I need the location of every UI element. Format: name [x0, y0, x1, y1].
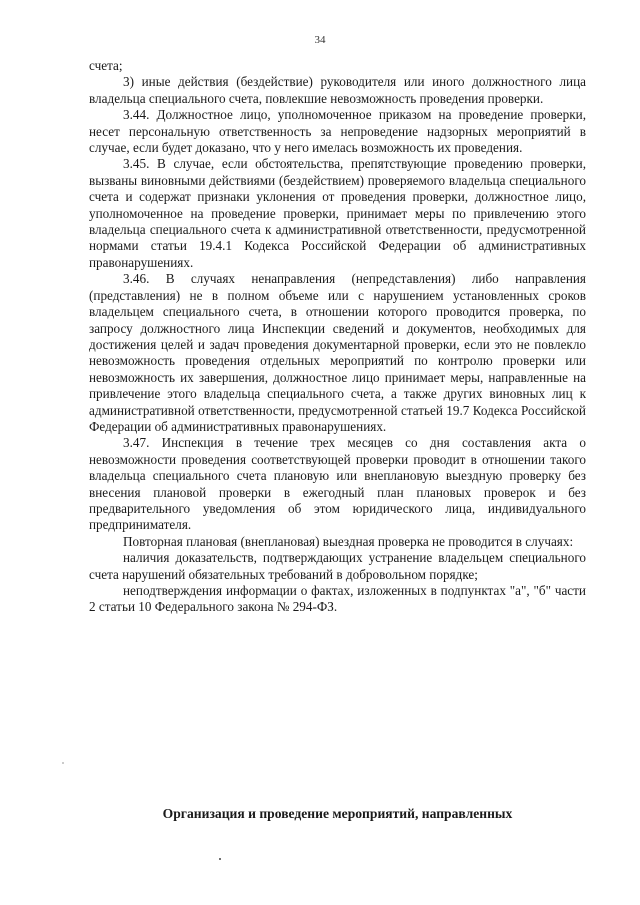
paragraph-3-46: 3.46. В случаях ненаправления (непредставления) либо направления (представления) не в полном объеме или с нарушением установленных сроков владельцем специального счета, в отношении которого проводится проверка, по запросу должностного лица Инспекции сведений и документов, необходимых для достижения целей и задач проведения документарной проверки, если это не повлекло невозможность проведения отдельных мероприятий по контролю проверки или невозможность их завершения, должностное лицо принимает меры, направленные на привлечение этого владельца специального счета, а также других виновных лиц к административной ответственности, предусмотренной статьей 19.7 Кодекса Российской Федерации об административных правонарушениях.	[89, 271, 586, 434]
paragraph-case-evidence: наличия доказательств, подтверждающих устранение владельцем специального счета нарушений обязательных требований в добровольном порядке;	[89, 550, 586, 582]
paragraph-case-nonconfirmation: неподтверждения информации о фактах, изложенных в подпунктах "а", "б" части 2 статьи 10 Федерального закона № 294-ФЗ.	[89, 583, 586, 615]
scan-speck-mark	[62, 762, 64, 764]
paragraph-item-3: 3) иные действия (бездействие) руководителя или иного должностного лица владельца специального счета, повлекшие невозможность проведения проверки.	[89, 74, 586, 106]
paragraph-continuation: счета;	[89, 58, 123, 73]
body-text	[89, 58, 586, 616]
scan-speck-mark	[219, 858, 221, 860]
paragraph-3-44: 3.44. Должностное лицо, уполномоченное приказом на проведение проверки, несет персональную ответственность за непроведение надзорных мероприятий в случае, если будет доказано, что у него имелась возможность их проведения.	[89, 107, 586, 156]
page-number: 34	[314, 34, 326, 46]
section-heading: Организация и проведение мероприятий, направленных	[162, 806, 513, 821]
paragraph-3-47: 3.47. Инспекция в течение трех месяцев со дня составления акта о невозможности проведения соответствующей проверки проводит в отношении такого владельца специального счета плановую или внеплановую выездную проверку без внесения плановой проверки в ежегодный план плановых проверок и без предварительного уведомления об этом юридического лица, индивидуального предпринимателя.	[89, 435, 586, 533]
paragraph-3-45: 3.45. В случае, если обстоятельства, препятствующие проведению проверки, вызваны виновными действиями (бездействием) проверяемого владельца специального счета и содержат признаки уклонения от проведения проверки, должностное лицо, уполномоченное на проведение проверки, принимает меры по привлечению этого владельца специального счета к административной ответственности, предусмотренной нормами статьи 19.4.1 Кодекса Российской Федерации об административных правонарушениях.	[89, 156, 586, 270]
paragraph-repeat-inspection: Повторная плановая (внеплановая) выездная проверка не проводится в случаях:	[123, 533, 574, 549]
